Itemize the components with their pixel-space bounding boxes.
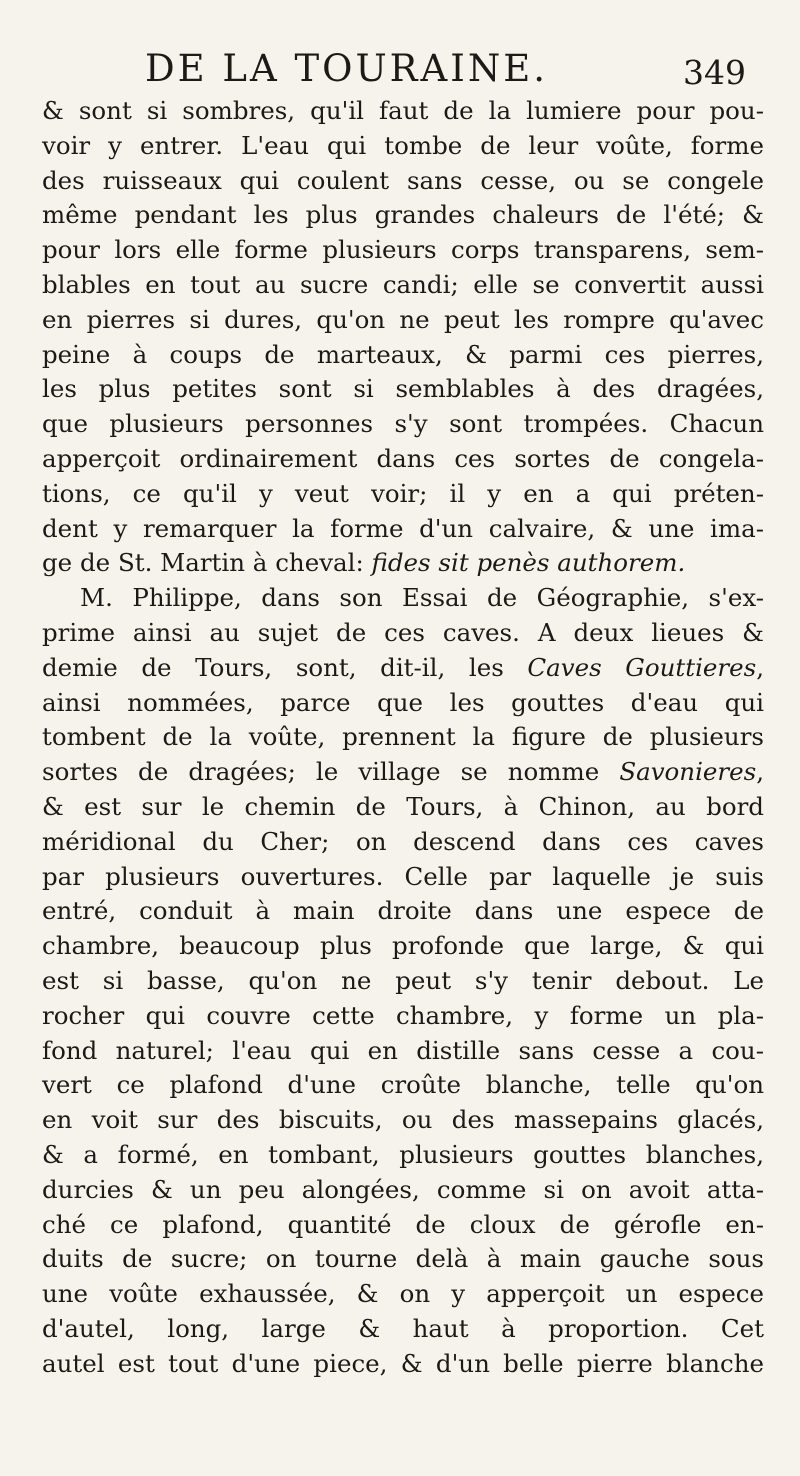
text-line: durcies & un peu alongées, comme si on avoit atta-: [42, 1174, 764, 1204]
text-line: est si basse, qu'on ne peut s'y tenir debout. Le: [42, 965, 764, 995]
text-line: en pierres si dures, qu'on ne peut les rompre qu'avec: [42, 304, 764, 334]
text-line: rocher qui couvre cette chambre, y forme un pla-: [42, 1000, 764, 1030]
running-title: DE LA TOURAINE.: [145, 47, 549, 90]
italic-phrase: Caves Gouttieres: [527, 652, 757, 682]
text-line-with-italic: [42, 651, 764, 686]
text-line: d'autel, long, large & haut à proportion. Cet: [42, 1313, 764, 1343]
text-line: voir y entrer. L'eau qui tombe de leur voûte, forme: [42, 130, 764, 160]
body-text: [42, 94, 764, 1381]
text-line: vert ce plafond d'une croûte blanche, telle qu'on: [42, 1070, 764, 1100]
text-segment: sortes de dragées; le village se nomme: [42, 757, 620, 787]
text-line: & est sur le chemin de Tours, à Chinon, au bord: [42, 791, 764, 821]
text-line: les plus petites sont si semblables à des dragées,: [42, 374, 764, 404]
text-line: par plusieurs ouvertures. Celle par laquelle je suis: [42, 861, 764, 891]
text-line: & sont si sombres, qu'il faut de la lumiere pour pou-: [42, 96, 764, 125]
text-line: autel est tout d'une piece, & d'un belle pierre blanche: [42, 1348, 764, 1378]
text-segment: ge de St. Martin à cheval:: [42, 548, 372, 578]
text-line: ché ce plafond, quantité de cloux de gérofle en-: [42, 1209, 764, 1239]
running-head: [0, 44, 800, 94]
text-segment: ,: [756, 757, 764, 787]
text-line: même pendant les plus grandes chaleurs de l'été; &: [42, 200, 764, 230]
text-line: une voûte exhaussée, & on y apperçoit un espece: [42, 1279, 764, 1309]
text-line: duits de sucre; on tourne delà à main gauche sous: [42, 1244, 764, 1274]
italic-phrase: fides sit penès authorem.: [371, 548, 686, 578]
text-line: apperçoit ordinairement dans ces sortes de congela-: [42, 443, 764, 473]
page-number: 349: [683, 53, 746, 92]
text-line-with-italic: [42, 546, 764, 581]
text-line: dent y remarquer la forme d'un calvaire, & une ima-: [42, 513, 764, 543]
text-line: pour lors elle forme plusieurs corps transparens, sem-: [42, 235, 764, 265]
text-line: prime ainsi au sujet de ces caves. A deux lieues &: [42, 617, 764, 647]
text-segment: ,: [756, 652, 764, 682]
text-line: tions, ce qu'il y veut voir; il y en a qui préten-: [42, 478, 764, 508]
text-line: entré, conduit à main droite dans une espece de: [42, 896, 764, 926]
text-line-with-italic: [42, 755, 764, 790]
text-line: blables en tout au sucre candi; elle se convertit aussi: [42, 269, 764, 299]
text-line: méridional du Cher; on descend dans ces caves: [42, 826, 764, 856]
italic-phrase: Savonieres: [619, 757, 757, 787]
text-segment: demie de Tours, sont, dit-il, les: [42, 652, 528, 682]
text-line: ainsi nommées, parce que les gouttes d'eau qui: [42, 687, 764, 717]
text-line: que plusieurs personnes s'y sont trompées. Chacun: [42, 409, 764, 439]
text-line: tombent de la voûte, prennent la figure de plusieurs: [42, 722, 764, 752]
text-line: des ruisseaux qui coulent sans cesse, ou se congele: [42, 165, 764, 195]
paragraph-first-line: M. Philippe, dans son Essai de Géographie, s'ex-: [80, 583, 764, 613]
text-line: en voit sur des biscuits, ou des massepains glacés,: [42, 1105, 764, 1135]
text-line: chambre, beaucoup plus profonde que large, & qui: [42, 931, 764, 961]
text-line: & a formé, en tombant, plusieurs gouttes blanches,: [42, 1139, 764, 1169]
text-line: peine à coups de marteaux, & parmi ces pierres,: [42, 339, 764, 369]
text-line: fond naturel; l'eau qui en distille sans cesse a cou-: [42, 1035, 764, 1065]
